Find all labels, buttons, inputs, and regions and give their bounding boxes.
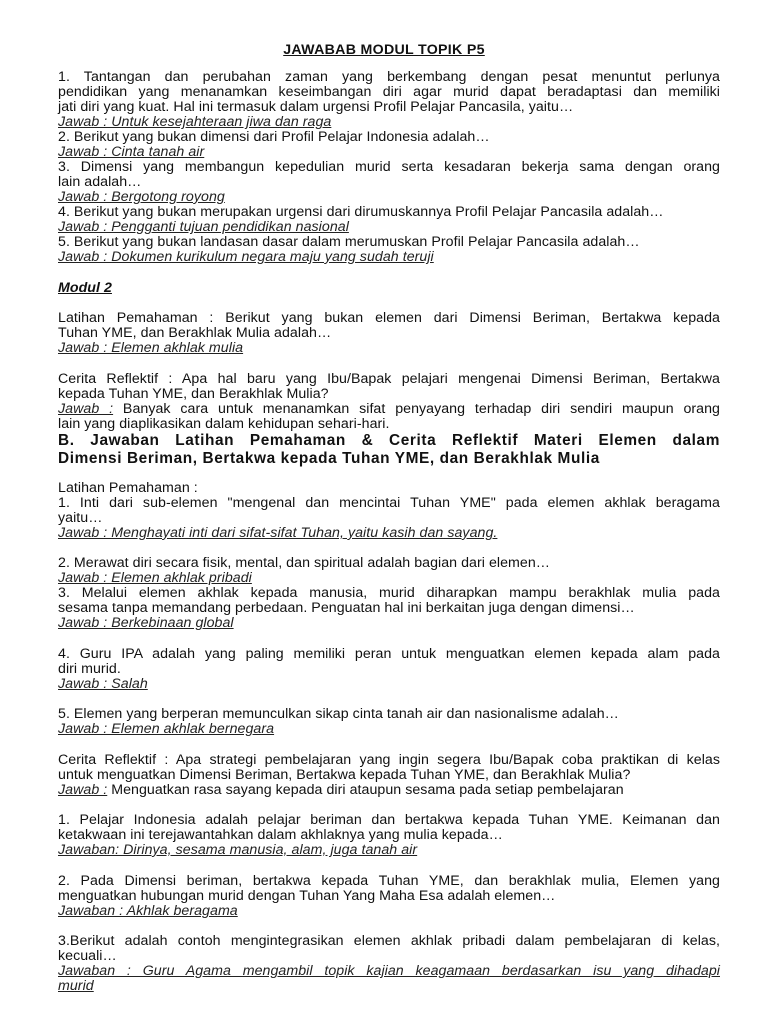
answer-1: Jawab : Untuk kesejahteraan jiwa dan raga [58, 114, 332, 130]
b-question-4-line-2: diri murid. [58, 661, 121, 677]
b-practice-3-answer-line-1: Jawaban : Guru Agama mengambil topik kajian keagamaan berdasarkan isu yang dihadapi [58, 963, 720, 979]
b-reflektif-line-2: untuk menguatkan Dimensi Beriman, Bertakwa kepada Tuhan YME, dan Berakhlak Mulia? [58, 767, 631, 783]
question-1-line-2: pendidikan yang menanamkan keseimbangan diri agar murid dapat beradaptasi dan memiliki [58, 84, 720, 100]
b-practice-3-answer-line-2: murid [58, 978, 94, 994]
modul-2-latihan-line-2: Tuhan YME, dan Berakhlak Mulia adalah… [58, 325, 332, 341]
b-question-4-line-1: 4. Guru IPA adalah yang paling memiliki peran untuk menguatkan elemen kepada alam pada [58, 646, 720, 662]
modul-2-reflektif-answer-line-2: lain yang diaplikasikan dalam kehidupan sehari-hari. [58, 416, 390, 432]
b-answer-5: Jawab : Elemen akhlak bernegara [58, 721, 275, 737]
b-answer-4: Jawab : Salah [58, 676, 148, 692]
question-1-line-1: 1. Tantangan dan perubahan zaman yang berkembang dengan pesat menuntut perlunya [58, 69, 720, 85]
question-2: 2. Berikut yang bukan dimensi dari Profil Pelajar Indonesia adalah… [58, 129, 490, 145]
answer-3: Jawab : Bergotong royong [58, 189, 225, 205]
b-practice-3-line-1: 3.Berikut adalah contoh mengintegrasikan elemen akhlak pribadi dalam pembelajaran di kelas, [58, 933, 720, 949]
modul-2-reflektif-line-2: kepada Tuhan YME, dan Berakhlak Mulia? [58, 386, 329, 402]
b-answer-1: Jawab : Menghayati inti dari sifat-sifat Tuhan, yaitu kasih dan sayang. [58, 525, 498, 541]
b-practice-1-line-2: ketakwaan ini terejawantahkan dalam akhlaknya yang mulia kepada… [58, 827, 503, 843]
answer-label: Jawab : [58, 782, 108, 798]
modul-2-latihan-answer: Jawab : Elemen akhlak mulia [58, 340, 244, 356]
modul-2-latihan-line-1: Latihan Pemahaman : Berikut yang bukan elemen dari Dimensi Beriman, Bertakwa kepada [58, 310, 720, 326]
answer-5: Jawab : Dokumen kurikulum negara maju yang sudah teruji [58, 249, 434, 265]
answer-text: Menguatkan rasa sayang kepada diri ataupun sesama pada setiap pembelajaran [107, 782, 624, 798]
b-question-1-line-1: 1. Inti dari sub-elemen "mengenal dan mencintai Tuhan YME" pada elemen akhlak beragama [58, 495, 720, 511]
b-question-5: 5. Elemen yang berperan memunculkan sikap cinta tanah air dan nasionalisme adalah… [58, 706, 619, 722]
b-question-3-line-1: 3. Melalui elemen akhlak kepada manusia, murid diharapkan mampu berakhlak mulia pada [58, 585, 720, 601]
answer-text: Banyak cara untuk menanamkan sifat penyayang terhadap diri sendiri maupun orang [113, 401, 720, 417]
b-question-2: 2. Merawat diri secara fisik, mental, dan spiritual adalah bagian dari elemen… [58, 555, 551, 571]
question-3-line-2: lain adalah… [58, 174, 142, 190]
answer-2: Jawab : Cinta tanah air [58, 144, 205, 160]
modul-2-heading: Modul 2 [58, 280, 112, 296]
answer-4: Jawab : Pengganti tujuan pendidikan nasional [58, 219, 349, 235]
section-b-heading-line-2: Dimensi Beriman, Bertakwa kepada Tuhan YME, dan Berakhlak Mulia [58, 450, 600, 467]
b-reflektif-line-1: Cerita Reflektif : Apa strategi pembelajaran yang ingin segera Ibu/Bapak coba praktikan di kelas [58, 752, 720, 768]
b-practice-1-line-1: 1. Pelajar Indonesia adalah pelajar beriman dan bertakwa kepada Tuhan YME. Keimanan dan [58, 812, 720, 828]
question-4: 4. Berikut yang bukan merupakan urgensi dari dirumuskannya Profil Pelajar Pancasila adalah… [58, 204, 664, 220]
question-5: 5. Berikut yang bukan landasan dasar dalam merumuskan Profil Pelajar Pancasila adalah… [58, 234, 640, 250]
b-answer-3: Jawab : Berkebinaan global [58, 615, 234, 631]
question-3-line-1: 3. Dimensi yang membangun kepedulian murid serta kesadaran bekerja sama dengan orang [58, 159, 720, 175]
page-title: JAWABAB MODUL TOPIK P5 [283, 42, 485, 58]
modul-2-reflektif-answer-line-1 [58, 402, 720, 417]
b-reflektif-answer [58, 783, 624, 798]
b-answer-2: Jawab : Elemen akhlak pribadi [58, 570, 252, 586]
modul-2-reflektif-line-1: Cerita Reflektif : Apa hal baru yang Ibu/Bapak pelajari mengenai Dimensi Beriman, Bertakwa [58, 371, 720, 387]
answer-label: Jawab : [58, 401, 114, 417]
b-practice-2-line-2: menguatkan hubungan murid dengan Tuhan Yang Maha Esa adalah elemen… [58, 888, 556, 904]
b-question-3-line-2: sesama tanpa memandang perbedaan. Penguatan hal ini berkaitan juga dengan dimensi… [58, 600, 635, 616]
question-1-line-3: jati diri yang kuat. Hal ini termasuk dalam urgensi Profil Pelajar Pancasila, yaitu… [58, 99, 574, 115]
b-practice-3-line-2: kecuali… [58, 948, 117, 964]
section-b-latihan-label: Latihan Pemahaman : [58, 480, 198, 496]
b-practice-2-answer: Jawaban : Akhlak beragama [58, 903, 238, 919]
b-practice-2-line-1: 2. Pada Dimensi beriman, bertakwa kepada Tuhan YME, dan berakhlak mulia, Elemen yang [58, 873, 720, 889]
section-b-heading-line-1: B. Jawaban Latihan Pemahaman & Cerita Reflektif Materi Elemen dalam [58, 432, 720, 449]
b-question-1-line-2: yaitu… [58, 510, 103, 526]
b-practice-1-answer: Jawaban: Dirinya, sesama manusia, alam, juga tanah air [58, 842, 418, 858]
